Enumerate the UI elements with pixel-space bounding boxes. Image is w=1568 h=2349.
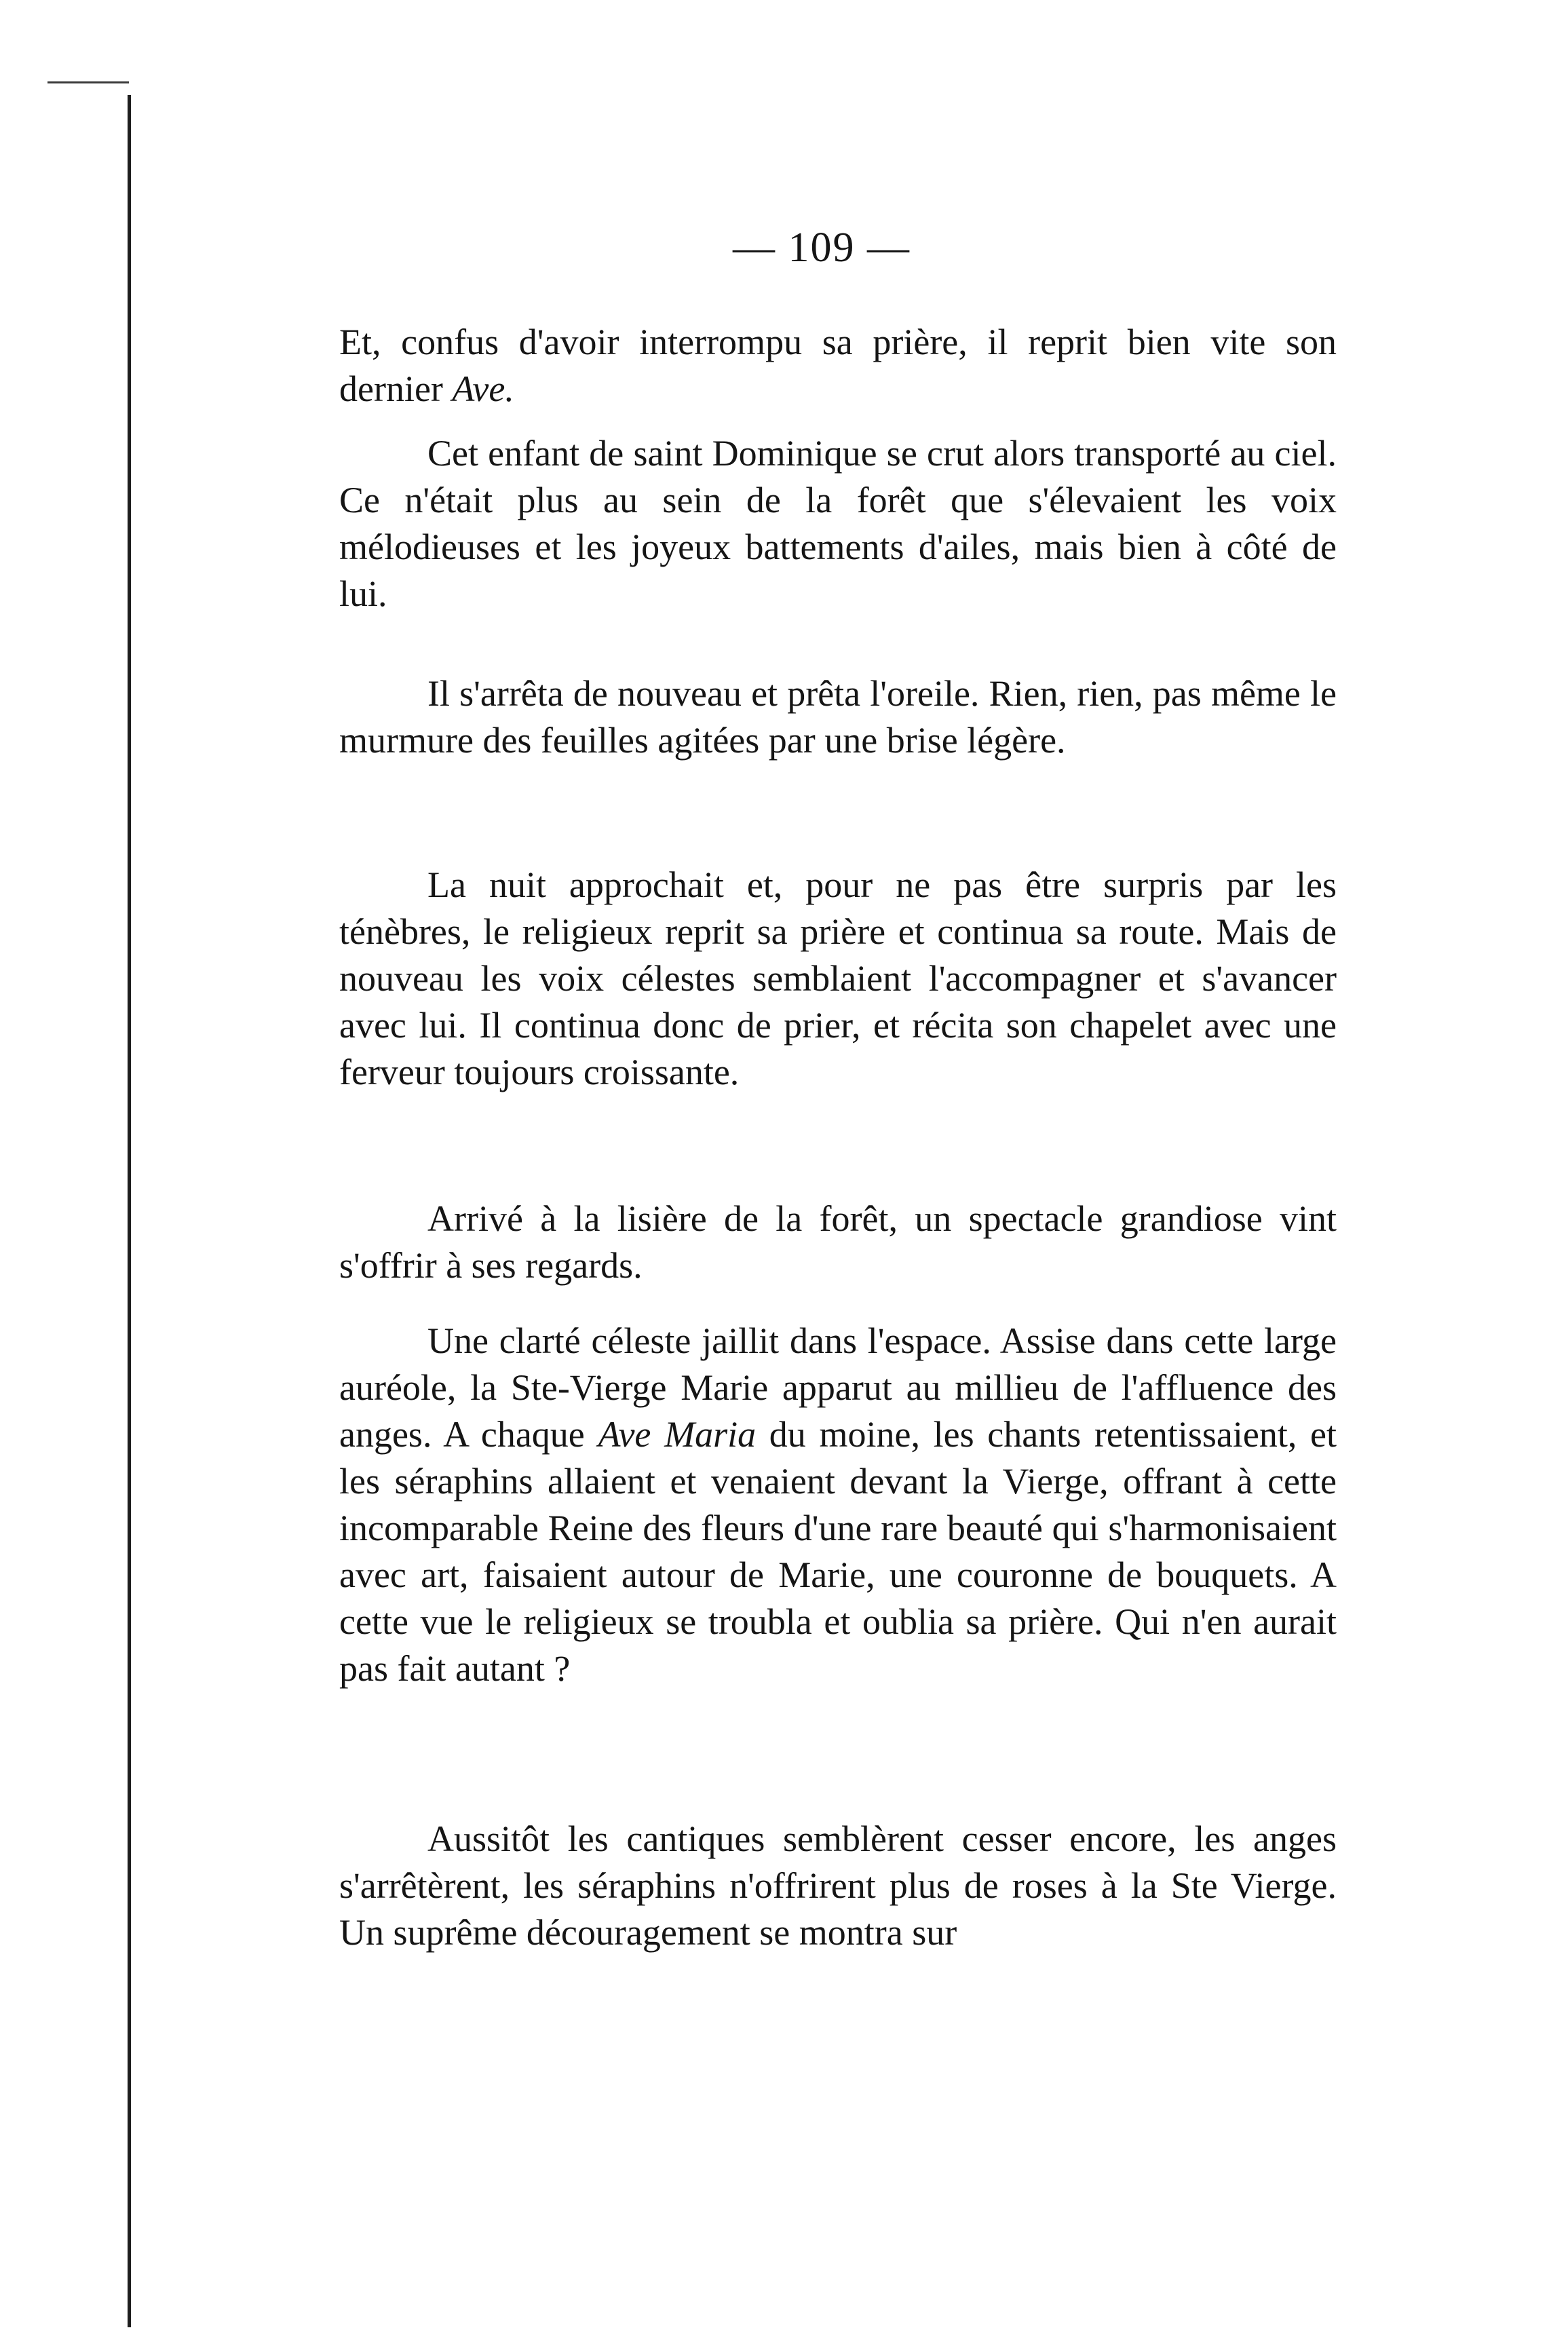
paragraph-6-italic: Ave Maria [598,1414,757,1455]
paragraph-2-text: Cet enfant de saint Dominique se crut alors transporté au ciel. Ce n'était plus au sein de la forêt que s'élevaient les voix mélodieuses et les joyeux battements d'ailes, mais bien à côté de lui. [339,433,1337,614]
paragraph-6 [339,1318,1337,1692]
paragraph-5-text: Arrivé à la lisière de la forêt, un spectacle grandiose vint s'offrir à ses regards. [339,1198,1337,1286]
paragraph-4 [339,862,1337,1096]
binding-edge-mark [47,81,129,83]
paragraph-4-text: La nuit approchait et, pour ne pas être surpris par les ténèbres, le religieux reprit sa prière et continua sa route. Mais de nouveau les voix célestes semblaient l'accompagner et s'avancer avec lui. Il continua donc de prier, et récita son chapelet avec une ferveur toujours croissante. [339,864,1337,1092]
paragraph-1-italic: Ave. [452,368,514,409]
paragraph-7-text: Aussitôt les cantiques semblèrent cesser encore, les anges s'arrêtèrent, les séraphins n'offrirent plus de roses à la Ste Vierge. Un suprême découragement se montra sur [339,1818,1337,1953]
page-number: — 109 — [733,225,911,271]
paragraph-7 [339,1816,1337,1956]
paragraph-5 [339,1196,1337,1289]
binding-edge-line [128,95,131,2327]
paragraph-6-text: Une clarté céleste jaillit dans l'espace. Assise dans cette large auréole, la Ste-Vierge Marie apparut au millieu de l'affluence des anges. A chaque [339,1320,1337,1455]
paragraph-3 [339,670,1337,764]
paragraph-6-text-end: du moine, les chants retentissaient, et les séraphins allaient et venaient devant la Vierge, offrant à cette incomparable Reine des fleurs d'une rare beauté qui s'harmonisaient avec art, faisaient autour de Marie, une couronne de bouquets. A cette vue le religieux se troubla et oublia sa prière. Qui n'en aurait pas fait autant ? [339,1414,1337,1689]
paragraph-3-text: Il s'arrêta de nouveau et prêta l'oreile. Rien, rien, pas même le murmure des feuilles agitées par une brise légère. [339,673,1337,761]
paragraph-1-text: Et, confus d'avoir interrompu sa prière, il reprit bien vite son dernier [339,322,1337,409]
paragraph-2 [339,430,1337,617]
paragraph-1 [339,319,1337,413]
